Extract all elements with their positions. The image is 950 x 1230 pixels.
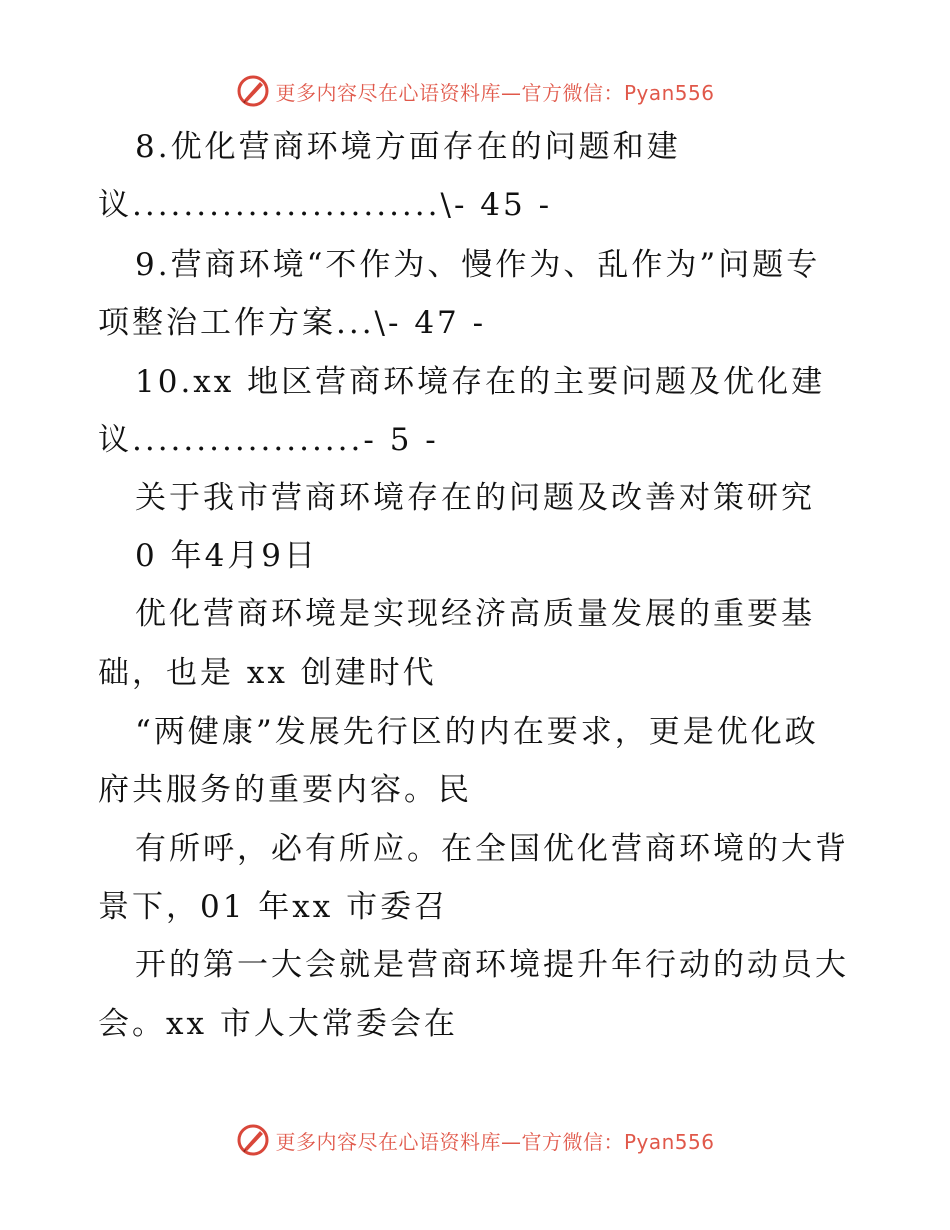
text-line: 础，也是 xx 创建时代 — [98, 655, 437, 691]
text-line: 10.xx 地区营商环境存在的主要问题及优化建 — [135, 364, 826, 400]
text-line: 议........................\- 45 - — [98, 187, 553, 223]
footer-banner — [0, 1120, 950, 1160]
text-line: 关于我市营商环境存在的问题及改善对策研究 — [135, 480, 815, 516]
text-line: 议..................- 5 - — [98, 422, 439, 458]
header-banner — [0, 71, 950, 111]
footer-banner-text: 更多内容尽在心语资料库—官方微信：Pyan556 — [275, 1129, 715, 1154]
text-line: 景下，01 年xx 市委召 — [98, 889, 449, 925]
text-line: 优化营商环境是实现经济高质量发展的重要基 — [135, 596, 815, 632]
text-line: 9.营商环境“不作为、慢作为、乱作为”问题专 — [135, 247, 821, 283]
text-line: “两健康”发展先行区的内在要求，更是优化政 — [135, 714, 819, 750]
text-line: 会。xx 市人大常委会在 — [98, 1006, 458, 1042]
text-line: 项整治工作方案...\- 47 - — [98, 305, 487, 341]
text-line: 府共服务的重要内容。民 — [98, 772, 472, 808]
quill-pen-logo-icon — [235, 73, 271, 109]
text-line: 开的第一大会就是营商环境提升年行动的动员大 — [135, 947, 849, 983]
text-line: 有所呼，必有所应。在全国优化营商环境的大背 — [135, 831, 849, 867]
header-banner-text: 更多内容尽在心语资料库—官方微信：Pyan556 — [275, 80, 715, 105]
text-line: 8.优化营商环境方面存在的问题和建 — [135, 129, 681, 165]
quill-pen-logo-icon — [235, 1122, 271, 1158]
text-line: 0 年4月9日 — [135, 538, 319, 574]
